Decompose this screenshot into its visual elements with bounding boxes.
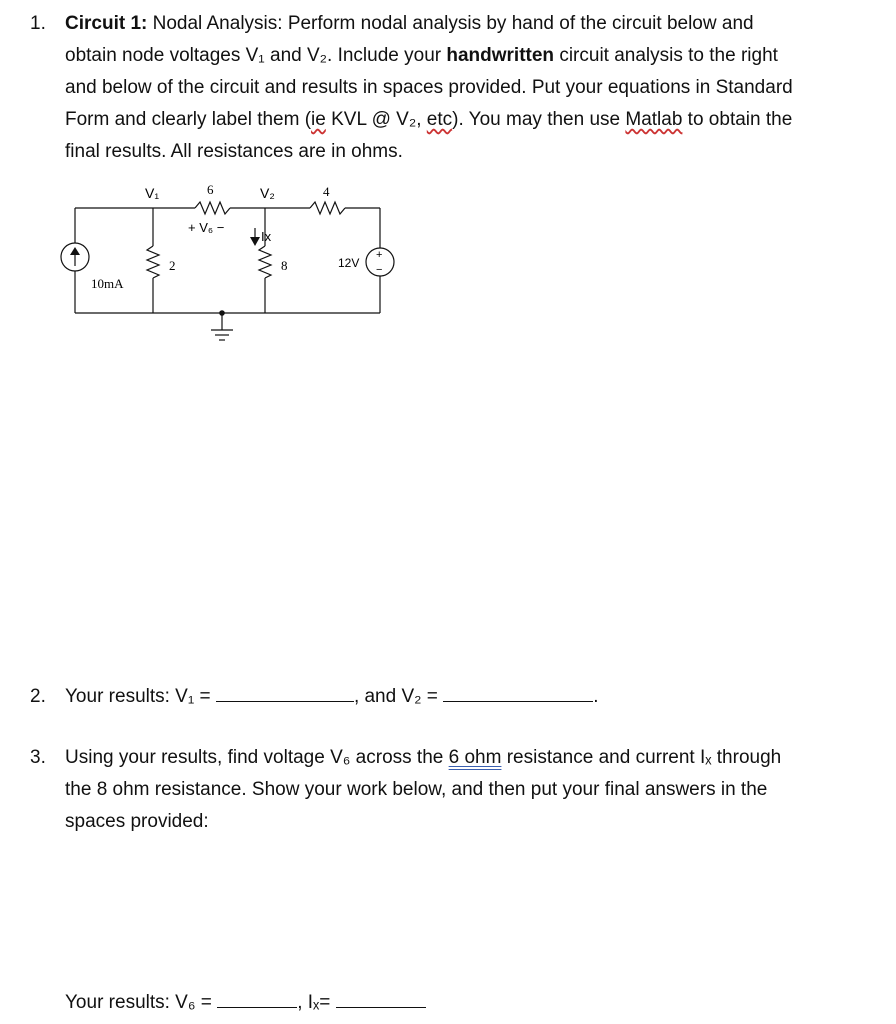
q1-line-2-pre: obtain node voltages V₁ and V₂. Include your — [65, 45, 447, 66]
vs-plus-sign: + — [376, 249, 383, 261]
node-v1-label: V₁ — [145, 185, 160, 201]
ix-label: Ix — [261, 229, 272, 244]
q3-line-2: the 8 ohm resistance. Show your work below, and then put your final answers in the — [65, 779, 768, 800]
ix-result-label: , Iₓ= — [297, 992, 336, 1013]
vs-minus-sign: − — [376, 264, 383, 276]
v2-answer-blank[interactable] — [443, 683, 593, 702]
handwritten-emphasis: handwritten — [446, 45, 555, 66]
v6-result-label: Your results: V₆ = — [65, 992, 218, 1013]
question-3-number: 3. — [30, 747, 46, 768]
spellcheck-etc: etc — [426, 109, 453, 130]
v1-answer-blank[interactable] — [216, 683, 354, 702]
resistor-6 — [195, 202, 230, 214]
r6-value-label: 6 — [207, 182, 214, 197]
q1-line-4 — [65, 104, 890, 136]
r2-value-label: 2 — [169, 258, 176, 273]
current-source-arrow-icon — [70, 247, 80, 255]
q1-line-1-text: Nodal Analysis: Perform nodal analysis by hand of the circuit below and — [147, 13, 754, 34]
spellcheck-matlab: Matlab — [625, 109, 683, 130]
v6-answer-blank[interactable] — [217, 989, 297, 1008]
ground-node-dot — [219, 310, 225, 316]
q1-line-4-mid2: ). You may then use — [452, 109, 626, 130]
q1-line-2 — [65, 40, 890, 72]
v1-result-label: Your results: V₁ = — [65, 686, 216, 707]
q3-line-3: spaces provided: — [65, 811, 209, 832]
q1-line-4-post: to obtain the — [682, 109, 793, 130]
current-source-label: 10mA — [91, 276, 124, 291]
resistor-2 — [147, 246, 159, 278]
resistor-8 — [259, 246, 271, 278]
circuit-diagram — [50, 178, 410, 348]
q1-line-2-post: circuit analysis to the right — [554, 45, 778, 66]
circuit-title: Circuit 1: — [65, 13, 148, 34]
question-1-number: 1. — [30, 13, 46, 34]
question-2-text — [65, 681, 890, 713]
q3-line-1-pre: Using your results, find voltage V₆ across the — [65, 747, 449, 768]
q3-line-1-post: resistance and current Iₓ through — [501, 747, 782, 768]
question-3-results — [65, 987, 426, 1019]
v6-polarity-label: + V₆ − — [188, 220, 225, 235]
q3-line-1 — [65, 742, 890, 774]
q1-line-5: final results. All resistances are in ohms. — [65, 141, 403, 162]
six-ohm-underlined: 6 ohm — [448, 747, 502, 768]
v2-result-label: , and V₂ = — [353, 686, 444, 707]
spellcheck-ie: ie — [311, 109, 326, 130]
q2-period: . — [593, 686, 599, 707]
question-2-number: 2. — [30, 686, 46, 707]
voltage-source-label: 12V — [338, 256, 360, 270]
q1-line-1 — [65, 8, 890, 40]
q1-line-4-mid: KVL @ V₂, — [325, 109, 427, 130]
ix-arrow-icon — [250, 237, 260, 246]
node-v2-label: V₂ — [260, 185, 275, 201]
q1-line-4-pre: Form and clearly label them ( — [65, 109, 312, 130]
r4-value-label: 4 — [323, 184, 330, 199]
question-1-text — [65, 8, 890, 168]
q1-line-3: and below of the circuit and results in spaces provided. Put your equations in Standard — [65, 77, 793, 98]
question-3-text — [65, 742, 890, 838]
ix-answer-blank[interactable] — [336, 989, 426, 1008]
resistor-4 — [310, 202, 345, 214]
r8-value-label: 8 — [281, 258, 288, 273]
